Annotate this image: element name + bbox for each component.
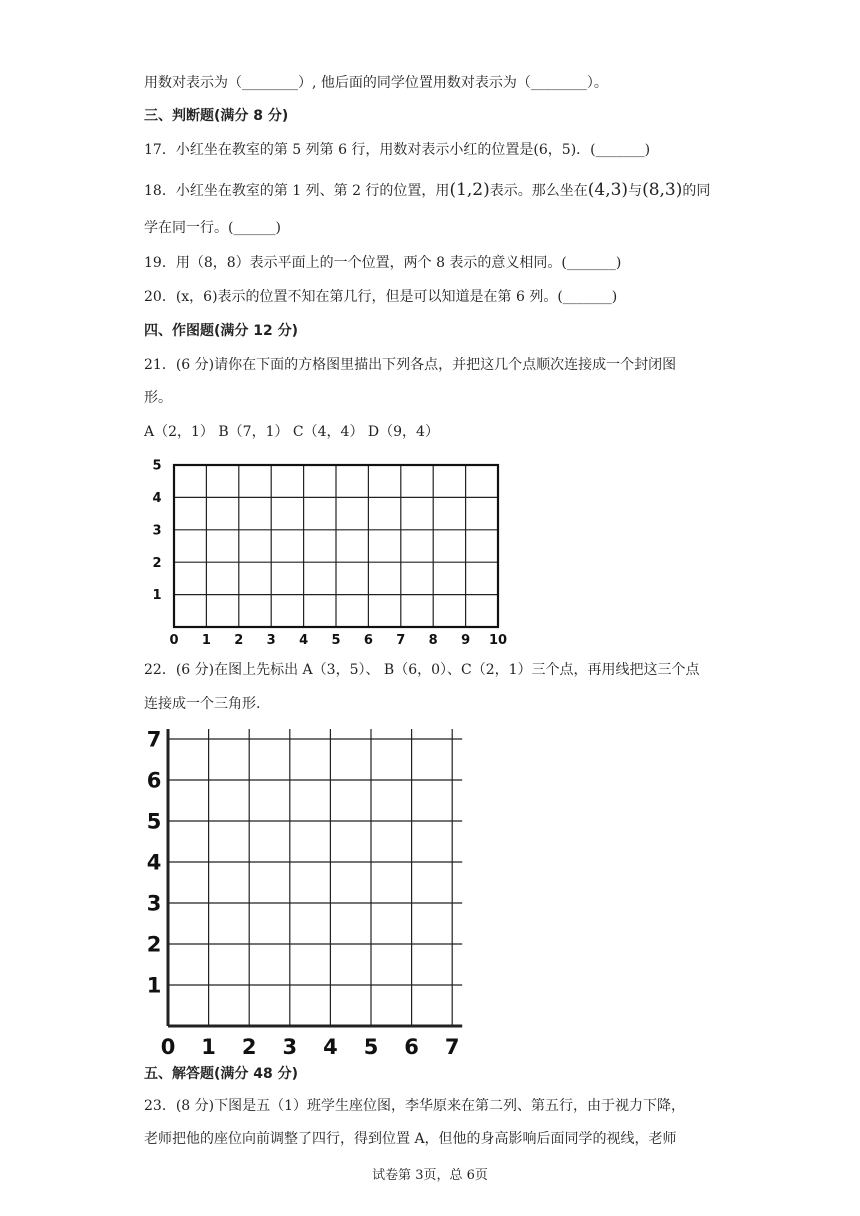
q18-pair-3: (8,3) (642, 180, 683, 200)
grid-1-lines (174, 465, 498, 627)
x-axis-label: 7 (444, 1035, 460, 1058)
question-23-line-1: 23．(8 分)下图是五（1）班学生座位图，李华原来在第二列、第五行，由于视力下降， (144, 1098, 686, 1114)
section-3-title: 三、判断题(满分 8 分) (144, 108, 289, 124)
question-22-line-1: 22．(6 分)在图上先标出 A（3，5）、 B（6，0）、C（2，1）三个点，再用线把这三个点 (144, 662, 700, 678)
grid-1 (144, 452, 514, 648)
x-axis-label: 9 (461, 633, 471, 648)
x-axis-label: 5 (331, 633, 341, 648)
q18-text-4: 的同 (682, 183, 711, 199)
y-axis-label: 3 (152, 523, 162, 539)
question-18-line-2: 学在同一行。(______) (144, 220, 281, 236)
x-axis-label: 3 (282, 1035, 298, 1058)
x-axis-label: 6 (404, 1035, 419, 1058)
x-axis-label: 7 (396, 633, 406, 648)
section-5-title: 五、解答题(满分 48 分) (144, 1066, 299, 1082)
y-axis-label: 4 (146, 850, 162, 875)
grid-2-lines (168, 729, 462, 1026)
question-18-line-1 (144, 180, 710, 201)
x-axis-label: 6 (363, 633, 373, 648)
x-axis-label: 5 (363, 1035, 379, 1058)
question-23-line-2: 老师把他的座位向前调整了四行，得到位置 A，但他的身高影响后面同学的视线，老师 (144, 1131, 677, 1147)
y-axis-label: 1 (146, 973, 162, 998)
x-axis-label: 3 (266, 633, 276, 648)
q18-text-3: 与 (628, 183, 643, 199)
x-axis-label: 1 (201, 633, 211, 648)
q18-pair-1: (1,2) (449, 180, 490, 200)
section-4-title: 四、作图题(满分 12 分) (144, 323, 299, 339)
x-axis-label: 8 (428, 633, 438, 648)
x-axis-label: 1 (201, 1035, 216, 1058)
x-axis-label: 4 (299, 633, 309, 648)
y-axis-label: 2 (146, 932, 162, 957)
x-axis-label: 0 (160, 1035, 176, 1058)
q18-pair-2: (4,3) (587, 180, 629, 200)
x-axis-label: 0 (169, 633, 179, 648)
grid-1-labels (152, 459, 507, 648)
grid-2 (144, 718, 464, 1058)
question-21-line-2: 形。 (144, 390, 172, 406)
top-line: 用数对表示为（________）, 他后面的同学位置用数对表示为（________）。 (144, 75, 608, 91)
y-axis-label: 5 (152, 458, 162, 474)
y-axis-label: 1 (152, 588, 162, 604)
y-axis-label: 2 (152, 555, 162, 571)
x-axis-label: 2 (234, 633, 244, 648)
y-axis-label: 5 (146, 809, 162, 834)
y-axis-label: 7 (146, 727, 162, 752)
y-axis-label: 3 (146, 891, 162, 916)
x-axis-label: 10 (488, 633, 508, 648)
question-21-line-1: 21．(6 分)请你在下面的方格图里描出下列各点，并把这几个点顺次连接成一个封闭图 (144, 357, 677, 373)
q18-text-1: 18．小红坐在教室的第 1 列、第 2 行的位置，用 (144, 183, 450, 199)
question-21-points: A（2，1） B（7，1） C（4，4） D（9，4） (144, 424, 439, 440)
x-axis-label: 2 (241, 1035, 257, 1058)
q18-text-2: 表示。那么坐在 (489, 183, 588, 199)
page-footer: 试卷第 3页，总 6页 (372, 1168, 488, 1183)
question-17: 17．小红坐在教室的第 5 列第 6 行，用数对表示小红的位置是(6，5)．(_______) (144, 142, 651, 158)
y-axis-label: 6 (146, 768, 162, 793)
question-22-line-2: 连接成一个三角形. (144, 696, 261, 712)
question-20: 20．(x，6)表示的位置不知在第几行，但是可以知道是在第 6 列。(_______) (144, 289, 618, 305)
y-axis-label: 4 (152, 490, 162, 506)
grid-2-labels (147, 727, 460, 1058)
x-axis-label: 4 (323, 1035, 338, 1058)
question-19: 19．用（8，8）表示平面上的一个位置，两个 8 表示的意义相同。(_______) (144, 255, 622, 271)
